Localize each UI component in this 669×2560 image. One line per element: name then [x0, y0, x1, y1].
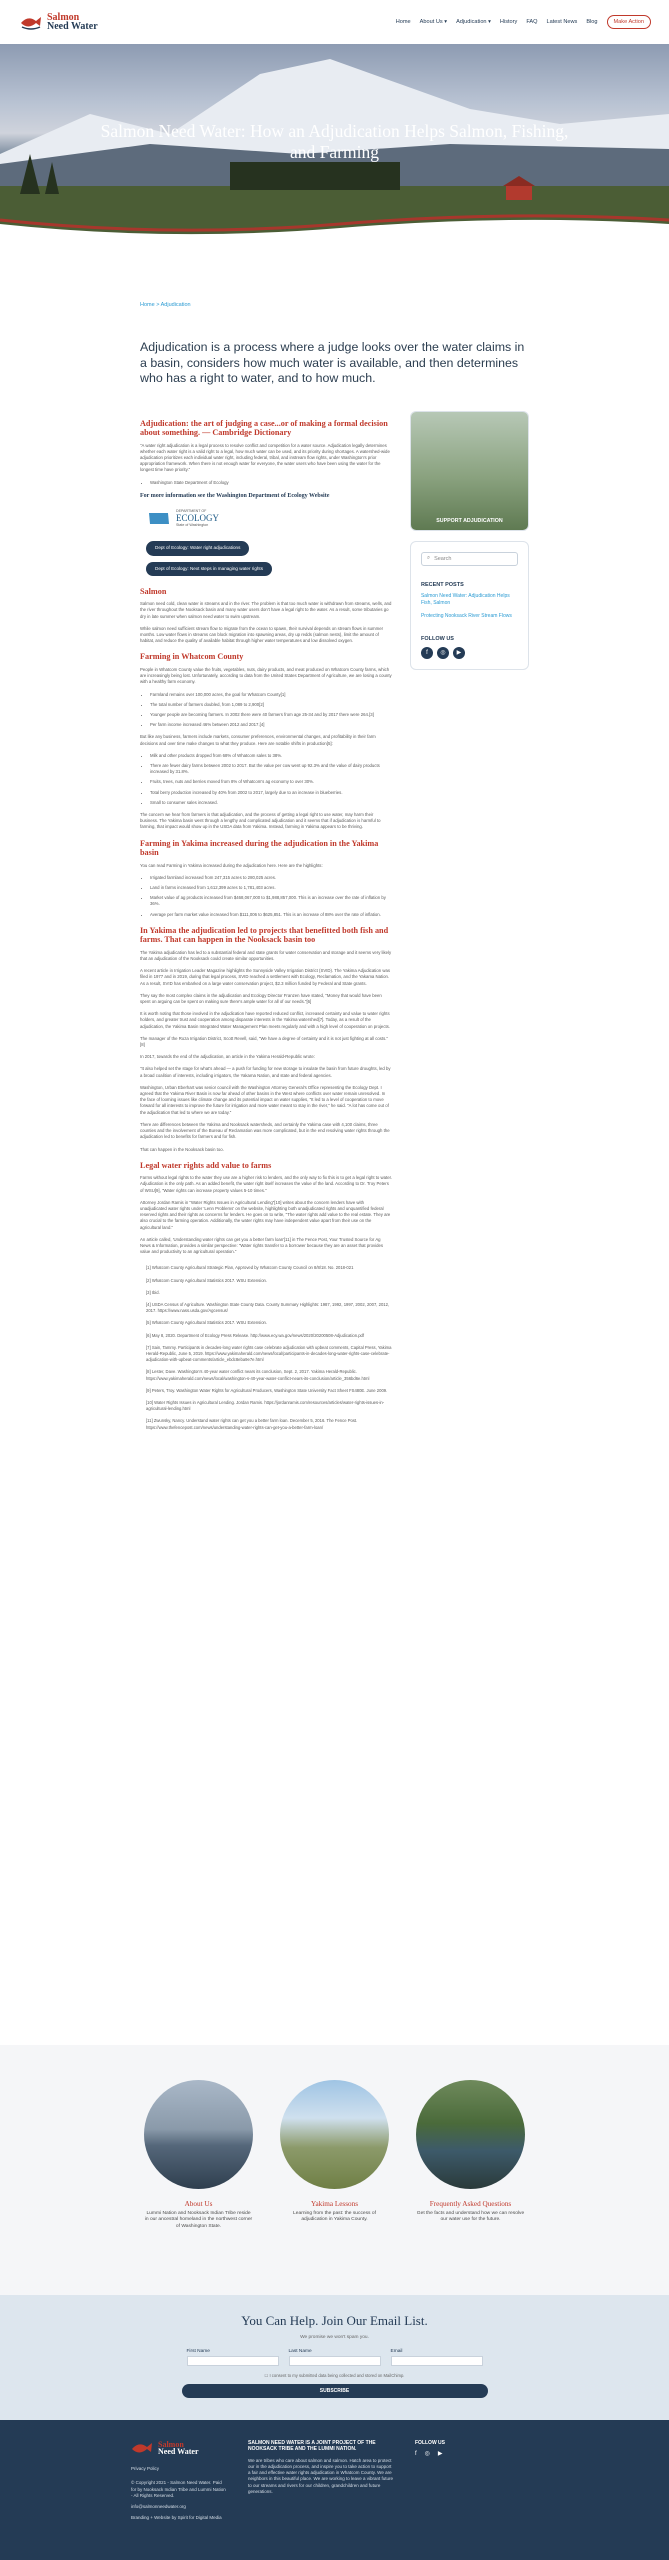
- ecology-logo[interactable]: [148, 508, 392, 528]
- checkbox-icon: ☐: [264, 2373, 269, 2378]
- footnote: [11] Zwunsky, Nancy. Understand water rights can get you a better farm loan. December 5, 2016. The Fence Post. https://www.thefencepost.com/news/understanding-water-rights-can-get-you-a-better-farm-loan/: [146, 1418, 358, 1430]
- logo-line2: Need Water: [47, 21, 98, 32]
- first-name-field[interactable]: [187, 2356, 279, 2366]
- footnote: [4] USDA Census of Agriculture. Washington State County Data. County Summary Highlights: 1987, 1992, 1997, 2002, 2007, 2012, 2017. https://www.nass.usda.gov/Agcensus/: [146, 1302, 390, 1314]
- yakima-photo: [280, 2080, 389, 2189]
- last-name-label: Last Name: [288, 2349, 312, 2354]
- paragraph: The concern we hear from farmers is that adjudication, and the process of getting a legal right to use water, may harm their business. The Yakima basin went through a lengthy and complicated adjudication and it seems that if adjudication is harmful to farming, that impact would show up in the USDA data from Yakima. Instead, farming in Yakima appears to be thriving.: [140, 812, 381, 830]
- eco-line1: DEPARTMENT OF: [176, 508, 207, 513]
- nav-adjudication-label: Adjudication: [456, 19, 487, 25]
- footnote: [1] Whatcom County Agricultural Strategic Plan, Approved by Whatcom County Council on 8/8/18. No. 2018-021: [146, 1265, 354, 1271]
- list-item: • Land in farms increased from 1,612,399 acres to 1,781,403 acres.: [150, 885, 392, 891]
- tile-text: Learning from the past: the success of adjudication in Yakima County.: [293, 2211, 376, 2223]
- content-columns: [140, 411, 529, 1437]
- ecology-adjudications-button[interactable]: Dept of Ecology: Water right adjudications: [146, 541, 249, 555]
- list-item: • Total berry production increased by 40% from 2002 to 2017, largely due to an increase in blueberries.: [150, 790, 392, 796]
- footer-follow-title: FOLLOW US: [415, 2440, 445, 2446]
- paragraph: That can happen in the Nooksack basin too.: [140, 1146, 224, 1152]
- footnote: [8] Lester, Dave. Washington's 40-year water conflict nears its conclusion, Sept. 2, 2017. Yakima Herald-Republic. https://www.yakimaherald.com/news/local/washington-s-40-year-water-conflict-nears-its-conclusion/article_356bd6e.html: [146, 1369, 370, 1381]
- nav-history[interactable]: History: [499, 19, 518, 25]
- paragraph: They say the most complex claims in the adjudication and Ecology Director Franzen have stated, "Money that would have been spent on arguing can be spent on making sure there's ample water for all of our needs."[6]: [140, 992, 382, 1005]
- copyright: © Copyright 2021 - Salmon Need Water. Paid for by Nooksack Indian Tribe and Lummi Nation - All Rights Reserved.: [131, 2480, 226, 2498]
- page-content: [0, 302, 669, 1437]
- sidebar: [410, 411, 529, 1437]
- recent-posts-title: RECENT POSTS: [420, 581, 464, 588]
- mission-text: We are tribes who care about salmon and salmon. Hatch area to protect our in the adjudication process, and inspire you to take action to support a fair and effective water rights adjudication in Whatcom County. We are neighbors in this beautiful place. We are working to leave a vibrant future to our streams and rivers for our children, grandchildren and future generations.: [248, 2457, 393, 2495]
- yakima-highlights-list: [150, 875, 392, 918]
- footer-logo-line2: Need Water: [158, 2447, 199, 2456]
- support-card-image: [411, 412, 528, 530]
- tile-text: Lummi Nation and Nooksack Indian Tribe reside in our ancestral homeland in the northwest corner of Washington State.: [144, 2211, 253, 2229]
- footnote: [5] Whatcom County Agricultural Statistics 2017. WSU Extension.: [146, 1320, 268, 1326]
- last-name-field[interactable]: [289, 2356, 381, 2366]
- footer-col-mission: [248, 2440, 393, 2560]
- ecology-note: For more information see the Washington Department of Ecology Website: [140, 492, 330, 499]
- nav-latest-news[interactable]: Latest News: [546, 19, 578, 25]
- hero-wave-divider: [0, 214, 669, 242]
- nav-about-us[interactable]: [420, 19, 447, 25]
- paragraph: An article called, 'Understanding water rights can get you a better farm loan'[11] in The Fence Post, Your Trusted Source for Ag News & Information, provides a similar perspective: "Water rights transfer to a borrower because they are an asset that provides value and productivity to an agricultural operation.": [140, 1236, 384, 1255]
- search-placeholder: Search: [434, 555, 452, 562]
- eco-line2: ECOLOGY: [176, 513, 219, 524]
- footnote: [2] Whatcom County Agricultural Statistics 2017. WSU Extension.: [146, 1277, 268, 1283]
- email-field[interactable]: [391, 2356, 483, 2366]
- donate-button[interactable]: Make Action: [607, 15, 651, 29]
- youtube-icon[interactable]: ▶: [437, 2451, 443, 2458]
- paragraph: The Yakima adjudication has led to a substantial federal and state grants for water conservation and storage and it seems very likely that an adjudication of the Nooksack could create similar opportunities.: [140, 949, 392, 962]
- main-nav: [396, 15, 651, 29]
- search-input[interactable]: [421, 552, 518, 566]
- footnotes: [140, 1265, 392, 1430]
- section-heading: Adjudication: the art of judging a case...or of making a formal decision about something. — Cambridge Dictionary: [140, 418, 388, 437]
- email-signup-subtitle: We promise we won't spam you.: [300, 2335, 369, 2340]
- production-shifts-list: [150, 753, 392, 806]
- mission-title: SALMON NEED WATER IS A JOINT PROJECT OF THE NOOKSACK TRIBE AND THE LUMMI NATION.: [248, 2440, 376, 2453]
- footnote: [9] Peters, Troy. Washington Water Rights for Agricultural Producers, Washington State University Fact Sheet FS480E. June 2009.: [146, 1387, 388, 1393]
- footnote: [6] May 8, 2020. Department of Ecology Press Release. http://www.ecy.wa.gov/news/2020/20200508-Adjudication.pdf: [146, 1332, 365, 1338]
- paragraph: Attorney Jordan Ramis in "Water Rights Issues in Agricultural Lending"[10] writes about the concern lenders have with unadjudicated water rights under 'Lenn Problems' on the website, highlighting both unadjudicated rights and unquantified federal reserved rights and their rights as concerns for lenders. He goes on to write, "The water rights add value to the real estate. They are also crucial to the farming operation. Additionally, the water rights may have independent value apart from their use on the agricultural land.": [140, 1199, 391, 1230]
- consent-label: I consent to my submitted data being collected and stored on MailChimp.: [269, 2373, 405, 2378]
- salmon-logo-icon: [20, 14, 42, 30]
- nav-adjudication[interactable]: [456, 19, 491, 25]
- contact-email[interactable]: info@salmonneedwater.org: [131, 2504, 186, 2510]
- salmon-logo-icon: [131, 2440, 153, 2456]
- chevron-down-icon: ▾: [444, 19, 448, 25]
- hero-title: Salmon Need Water: How an Adjudication Helps Salmon, Fishing, and Farming: [100, 121, 569, 162]
- quote-source-list: [150, 480, 392, 486]
- tile-title: Yakima Lessons: [311, 2200, 358, 2208]
- tile-about-us[interactable]: [144, 2080, 253, 2295]
- section-heading-projects: In Yakima the adjudication led to projects that benefitted both fish and farms. That can happen in the Nooksack basin too: [140, 925, 389, 945]
- list-item: • Small to consumer sales increased.: [150, 800, 392, 806]
- farm-stats-list: [150, 692, 392, 729]
- search-icon: ⌕: [426, 555, 431, 561]
- list-item: • Milk and other products dropped from 68% of Whatcom sales to 38%.: [150, 753, 392, 759]
- tile-faq[interactable]: [416, 2080, 525, 2295]
- paragraph: While salmon need sufficient stream flow to migrate from the ocean to spawn, their survival depends on stream flows in summer months. Low water flows in streams can block migration into spawning areas, dry up redds (salmon nests), limit the amount of habitat, and reduce the quality of available habitat through higher water temperatures and low dissolved oxygen.: [140, 625, 384, 644]
- logo-line1: Salmon: [47, 12, 80, 23]
- site-header: [0, 0, 669, 44]
- facebook-icon[interactable]: f: [415, 2451, 417, 2458]
- facebook-icon[interactable]: f: [421, 647, 433, 659]
- credit: Branding + Website by Spirit for Digital Media: [131, 2515, 222, 2521]
- consent-checkbox[interactable]: [0, 2373, 669, 2378]
- nav-blog[interactable]: Blog: [586, 19, 598, 25]
- footnote: [3] Ibid.: [146, 1289, 160, 1295]
- hero-banner: [0, 44, 669, 242]
- paragraph: Farms without legal rights to the water they use are a higher risk to lenders, and the only way to fix this is to get a legal right to water. Adjudication is the only path. As an added benefit, the water right itself increases the value of the land. According to Dr. Troy Peters of WSU[9], "Water rights can increase property values 5-10 times.": [140, 1175, 392, 1193]
- signup-fields: [0, 2349, 669, 2366]
- tile-yakima-lessons[interactable]: [280, 2080, 389, 2295]
- chevron-down-icon: ▾: [488, 19, 491, 25]
- instagram-icon[interactable]: ◎: [437, 647, 449, 659]
- river-photo: [416, 2080, 525, 2189]
- footer-logo[interactable]: [131, 2440, 226, 2456]
- eco-line3: State of Washington: [176, 523, 209, 528]
- ecology-next-steps-button[interactable]: Dept of Ecology: Next steps in managing water rights: [146, 562, 272, 576]
- paragraph: In 2017, towards the end of the adjudication, an article in the Yakima Herald-Republic wrote:: [140, 1054, 315, 1060]
- washington-state-icon: [148, 511, 170, 525]
- list-item: • Washington State Department of Ecology: [150, 480, 392, 486]
- recent-post-link[interactable]: Protecting Nooksack River Stream Flows: [420, 612, 512, 619]
- support-adjudication-card[interactable]: [410, 411, 529, 531]
- list-item: • Fruits, trees, nuts and berries moved from 8% of Whatcom's ag economy to over 30%.: [150, 779, 392, 785]
- nav-home[interactable]: Home: [395, 19, 411, 25]
- section-heading-salmon: Salmon: [140, 586, 167, 596]
- paragraph: "A water right adjudication is a legal process to resolve conflict and competition for a water source. Adjudication legally determines whether each water right is a valid right to a legal, how much water can be used, and its priority during shortages. A watershed-wide adjudication prioritizes each individual water right, including federal, tribal, and instream flow rights, under Washington's prior appropriation framework. When there is not enough water for everyone, the water users who have been using the water for the longest time have priority.": [140, 442, 390, 473]
- footer-social-links: [415, 2451, 445, 2457]
- article-body: [140, 411, 392, 1437]
- tile-title: About Us: [184, 2200, 213, 2208]
- site-footer: [0, 2420, 669, 2560]
- footer-logo-line1: Salmon: [158, 2440, 184, 2449]
- paragraph: It is worth noting that those involved in the adjudication have reported reduced conflict, increased certainty and value to water rights holders, and greater trust and cooperation among disparate interests in the Yakima watershed[7]. Today, as a result of the adjudication, the Yakima Basin Integrated Water Management Plan meets regularly and with a high level of cooperation on projects.: [140, 1011, 390, 1029]
- site-logo[interactable]: [20, 13, 98, 31]
- feature-tiles: [0, 2045, 669, 2295]
- paragraph: "It also helped set the stage for what's ahead — a push for funding for new storage to insulate the basin from future droughts, led by a broad coalition of interests, including irrigators, the Yakama Nation, and state and federal agencies.: [140, 1066, 391, 1078]
- instagram-icon[interactable]: ◎: [424, 2451, 430, 2458]
- paragraph: There are differences between the Yakima and Nooksack watersheds, and certainly the Yakima case with 4,100 claims, three counties and the involvement of the Bureau of Reclamation was more complicated, but in the end resolving water rights through the adjudication led to benefits for farmers and for fish.: [140, 1121, 390, 1140]
- first-name-label: First Name: [186, 2349, 210, 2354]
- email-signup: [0, 2295, 669, 2420]
- paragraph: Salmon need cold, clean water in streams and in the river. The problem is that too much water is withdrawn from streams, wells, and the river throughout the Nooksack basin and many water users don't have a legal right to the water. As a result, some tributaries go dry in late summer when salmon need water to swim upstream.: [140, 601, 392, 619]
- list-item: • Younger people are becoming farmers. In 2002 there were 40 farmers from age 25-34 and by 2017 there were 264.[3]: [150, 712, 392, 718]
- tile-text: Get the facts and understand how we can resolve our water use for the future.: [416, 2211, 525, 2223]
- list-item: • Average per farm market value increased from $111,006 to $625,851. This is an increase of 88% over the rate of inflation.: [150, 912, 392, 918]
- recent-post-link[interactable]: Salmon Need Water: Adjudication Helps Fish, Salmon: [420, 592, 510, 606]
- footer-col-follow: [415, 2440, 445, 2560]
- section-heading-farming: Farming in Whatcom County: [140, 652, 244, 662]
- youtube-icon[interactable]: ▶: [453, 647, 465, 659]
- footnote: [10] Water Rights Issues in Agricultural Lending. Jordan Ramis. https://jordanramis.com/resources/articles/water-rights-issues-in-agricultural-lending.html: [146, 1400, 385, 1412]
- canoe-photo: [144, 2080, 253, 2189]
- list-item: • Irrigated farmland increased from 247,315 acres to 280,025 acres.: [150, 875, 392, 881]
- privacy-policy-link[interactable]: Privacy Policy: [131, 2466, 160, 2471]
- section-heading-yakima: Farming in Yakima increased during the adjudication in the Yakima basin: [140, 838, 379, 858]
- paragraph: People in Whatcom County value the fruits, vegetables, nuts, dairy products, and meat produced on Whatcom County farms, which are increasingly being lost. Unfortunately, according to data from the United States Department of Agriculture, we are losing a county with a healthy farm economy.: [140, 666, 392, 685]
- section-heading-legal: Legal water rights add value to farms: [140, 1160, 272, 1170]
- paragraph: You can read Farming in Yakima increased during the adjudication here. Here are the highlights:: [140, 862, 323, 868]
- paragraph: Washington, Urban Eberhart was senior council with the Washington Attorney General's Office representing the Ecology Dept. I agreed that the Yakima River Basin is now far ahead of other basins in the West where conflicts over water remain unresolved. In the face of looming issues like climate change and its potential impact on water supplies, "It led to a level of cooperation to move forward for all interests to improve the future for irrigation and more water meant to stay in the river," he said. "A lot has come out of the adjudication that led to where we are today.": [140, 1084, 389, 1115]
- subscribe-button[interactable]: SUBSCRIBE: [182, 2384, 488, 2398]
- list-item: • The total number of farmers doubled, from 1,089 to 2,900[2]: [150, 702, 392, 708]
- email-label: Email: [390, 2349, 403, 2354]
- list-item: • There are fewer dairy farms between 2002 to 2017. But the value per cow went up 92.3% and the value of dairy products increased by 31.8%.: [150, 763, 392, 775]
- paragraph: But like any business, farmers include markets, consumer preferences, environmental changes, and profitability in their farm decisions and over time make changes to what they produce. Here are notable shifts in production[5]:: [140, 734, 376, 746]
- sidebar-widgets: [410, 541, 529, 670]
- email-signup-title: You Can Help. Join Our Email List.: [241, 2313, 428, 2328]
- list-item: • Per farm income increased 46% between 2012 and 2017.[4]: [150, 722, 392, 728]
- follow-us-title: FOLLOW US: [420, 635, 454, 642]
- paragraph: A recent article in Irrigation Leader Magazine highlights the Sunnyside Valley Irrigation District (SVID). The Yakima Adjudication was filed in 1977 and in 2019, during that legal process, SVID reached a settlement with Ecology, Reclamation, and the Yakama Nation. As a result, SVID has embarked on a large water conservation project, $2.3 million funded by Federal and State grants.: [140, 968, 390, 986]
- breadcrumb[interactable]: Home > Adjudication: [140, 302, 191, 308]
- footer-col-info: [131, 2440, 226, 2560]
- list-item: • Farmland remains over 100,000 acres, the goal for Whatcom County[1]: [150, 692, 392, 698]
- tile-title: Frequently Asked Questions: [429, 2200, 512, 2208]
- nav-faq[interactable]: FAQ: [526, 19, 538, 25]
- support-card-label: SUPPORT ADJUDICATION: [436, 517, 503, 524]
- list-item: • Market value of ag products increased from $468,067,000 to $1,988,857,000. This is an increase over the rate of inflation by 36%.: [150, 895, 392, 907]
- footnote: [7] Sain, Tammy. Participants in decades-long water rights case celebrate adjudication with upbeat comments, Capital Press, Yakima Herald-Republic, June 5, 2019. https://www.yakimaherald.com/news/local/participants-in-decades-long-water-rights-case-celebrate-adjudication-with-upbeat-comments/article_ebdc8eba9e7e.html: [146, 1344, 392, 1363]
- paragraph: The manager of the Roza Irrigation District, Scott Revell, said, "We have a degree of certainty and it is not just fighting at all costs."[8]: [140, 1035, 389, 1048]
- nav-about-label: About Us: [419, 19, 443, 25]
- intro-text: Adjudication is a process where a judge looks over the water claims in a basin, considers how much water is available, and then determines who has a right to water, and to how much.: [140, 340, 525, 385]
- social-links: [421, 647, 518, 659]
